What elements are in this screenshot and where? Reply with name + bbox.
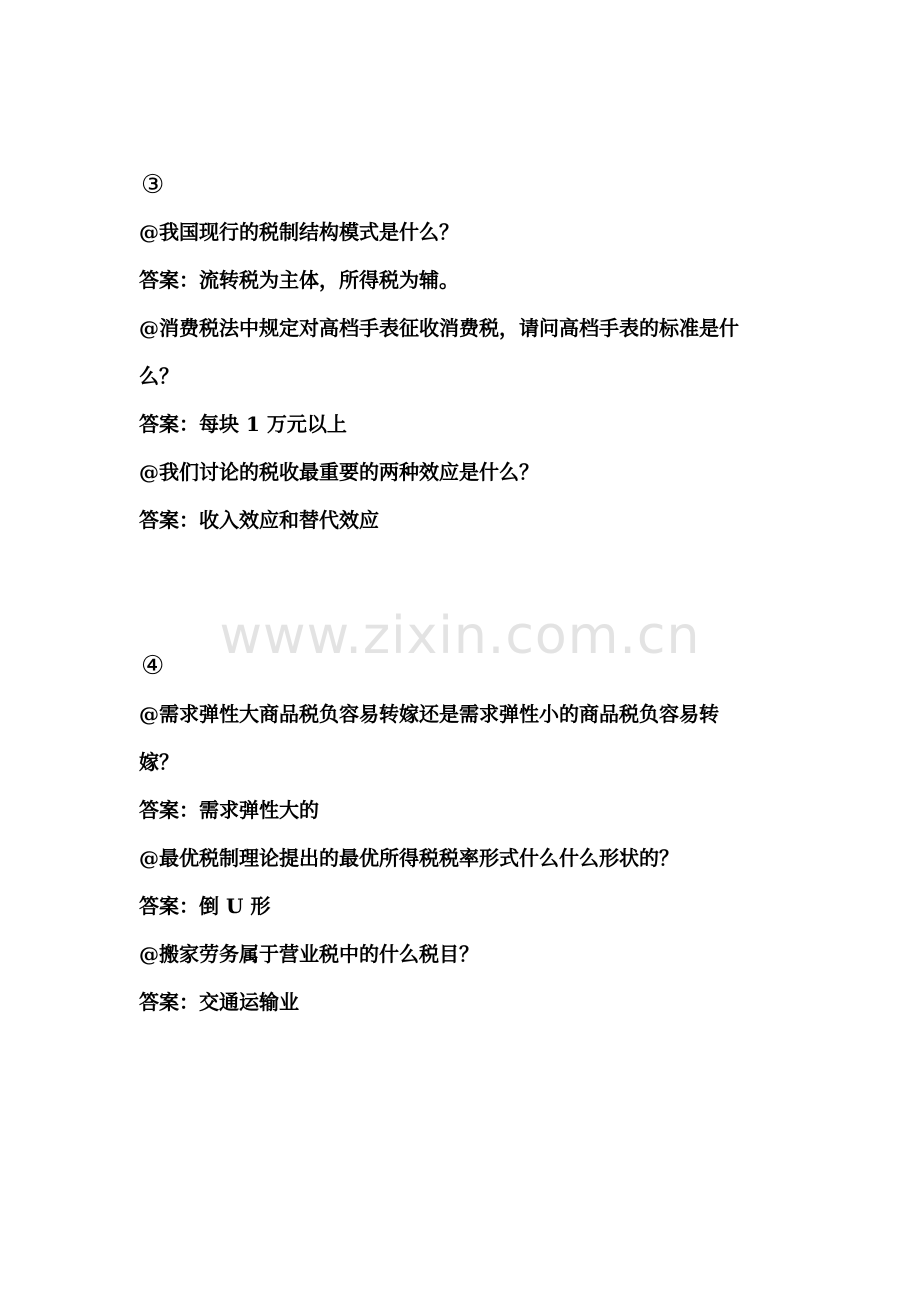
question-line: @我国现行的税制结构模式是什么？ xyxy=(139,220,459,244)
answer-line: 答案：收入效应和替代效应 xyxy=(139,508,379,532)
answer-line: 答案：交通运输业 xyxy=(139,990,299,1014)
section-4-marker: ④ xyxy=(141,651,165,681)
question-line: @最优税制理论提出的最优所得税税率形式什么什么形状的？ xyxy=(139,846,679,870)
answer-line: 答案：需求弹性大的 xyxy=(139,798,319,822)
answer-line: 答案：流转税为主体，所得税为辅。 xyxy=(139,268,459,292)
section-3-marker: ③ xyxy=(141,170,165,200)
question-line: @我们讨论的税收最重要的两种效应是什么？ xyxy=(139,460,539,484)
question-line: @搬家劳务属于营业税中的什么税目？ xyxy=(139,942,479,966)
answer-line: 答案：每块 1 万元以上 xyxy=(139,412,347,436)
watermark: www.zixin.com.cn xyxy=(219,606,701,666)
question-line: @消费税法中规定对高档手表征收消费税，请问高档手表的标准是什 xyxy=(139,316,739,340)
question-line-continued: 么？ xyxy=(139,364,179,388)
question-line: @需求弹性大商品税负容易转嫁还是需求弹性小的商品税负容易转 xyxy=(139,702,719,726)
question-line-continued: 嫁？ xyxy=(139,750,179,774)
answer-line: 答案：倒 U 形 xyxy=(139,894,271,918)
